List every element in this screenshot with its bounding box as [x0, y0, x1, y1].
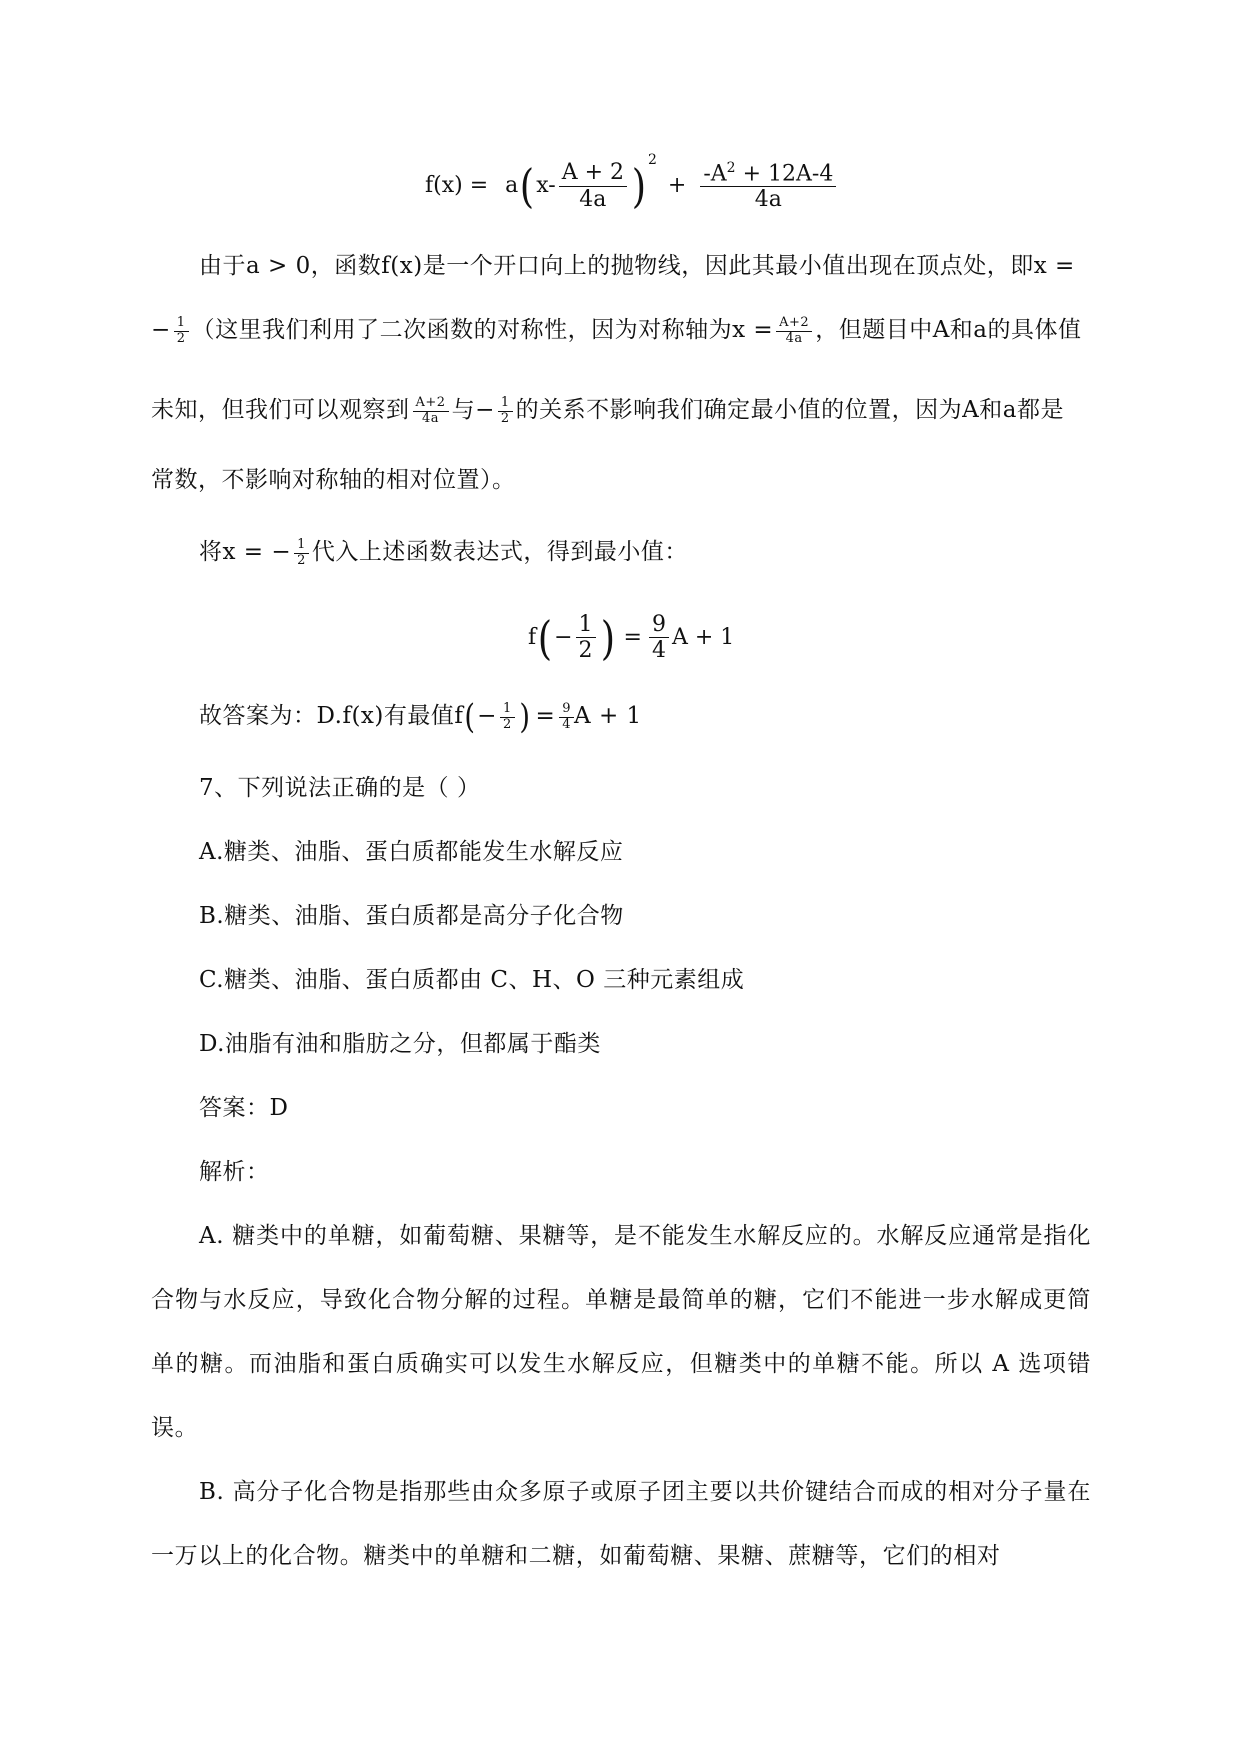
num-part: -A [703, 160, 727, 186]
fraction-a-plus-2 [559, 160, 627, 212]
num-part: + 12A-4 [735, 160, 834, 186]
frac-den: 4 [649, 637, 669, 663]
analysis-label: 解析： [199, 1159, 270, 1185]
answer-summary-line [199, 697, 642, 737]
fraction-half [294, 538, 309, 569]
math: x = [1033, 253, 1075, 279]
frac-num: 1 [500, 702, 515, 718]
fraction-constant-term [700, 160, 836, 213]
frac-num: 9 [651, 612, 666, 637]
math: x = [732, 317, 774, 343]
option-a: A.糖类、油脂、蛋白质都能发生水解反应 [199, 839, 624, 865]
text: 由于 [199, 253, 246, 279]
text: 与 [451, 397, 476, 423]
para-line-3 [151, 394, 1064, 426]
question-stem: 7、下列说法正确的是（ ） [199, 775, 481, 801]
num-exp: 2 [726, 159, 736, 176]
fraction-axis-observe [413, 396, 449, 427]
square-exponent: 2 [647, 152, 657, 168]
minus-sign: − [475, 397, 495, 423]
text: 故答案为：D. [199, 703, 343, 729]
frac-den: 4a [579, 186, 607, 212]
frac-den: 4a [785, 330, 803, 346]
text: 是一个开口向上的抛物线，因此其最小值出现在顶点处，即 [422, 253, 1034, 279]
minus-sign: − [151, 317, 171, 343]
frac-den: 4a [754, 187, 782, 213]
frac-den: 2 [500, 410, 510, 426]
frac-den: 4 [562, 716, 572, 732]
para2-line [199, 536, 688, 568]
option-b: B.糖类、油脂、蛋白质都是高分子化合物 [199, 903, 624, 929]
frac-den: 2 [297, 552, 306, 568]
analysis-b: B. 高分子化合物是指那些由众多原子或原子团主要以共价键结合而成的相对分子量在一万以上的化合物。糖类中的单糖和二糖，如葡萄糖、果糖、蔗糖等，它们的相对 [151, 1479, 1091, 1569]
func-name: f [528, 624, 537, 650]
frac-num: A + 2 [559, 160, 627, 186]
para-line-1 [199, 250, 1075, 282]
left-paren: ( [464, 697, 476, 737]
fraction-axis [776, 316, 812, 347]
text: 的关系不影响我们确定最小值的位置，因为A和a都是 [515, 397, 1064, 423]
left-paren: ( [520, 159, 535, 213]
formula-x-minus: x- [536, 173, 556, 198]
plus-sign: + [667, 173, 687, 198]
math: f(x) [342, 703, 384, 729]
frac-den: 2 [176, 330, 186, 346]
option-c: C.糖类、油脂、蛋白质都由 C、H、O 三种元素组成 [199, 967, 745, 993]
frac-den: 2 [578, 638, 593, 664]
frac-num: 1 [294, 538, 309, 554]
fraction-half [498, 396, 513, 427]
right-paren: ) [600, 610, 615, 665]
formula-coef: a [505, 173, 519, 198]
frac-num: 1 [498, 396, 513, 412]
frac-den: 2 [502, 716, 512, 732]
equals-sign: = [623, 624, 642, 650]
left-paren: ( [537, 610, 553, 665]
right-paren: ) [519, 697, 531, 737]
minimum-value-formula [528, 612, 734, 664]
text: 未知，但我们可以观察到 [151, 397, 410, 423]
frac-num: A+2 [776, 316, 812, 332]
fraction-nine-fourths [559, 702, 574, 733]
frac-num: 1 [576, 612, 596, 638]
vertex-form-formula [425, 152, 839, 212]
answer-line: 答案：D [199, 1095, 289, 1121]
math: x = − [222, 539, 292, 565]
fraction-half [500, 702, 515, 733]
para-line-2 [151, 314, 1082, 346]
frac-num: A+2 [413, 396, 449, 412]
right-paren: ) [631, 159, 647, 213]
equals-sign: = [535, 703, 556, 729]
text: ，但题目中A和a的具体值 [815, 317, 1082, 343]
analysis-a: A. 糖类中的单糖，如葡萄糖、果糖等，是不能发生水解反应的。水解反应通常是指化合物与水反应，导致化合物分解的过程。单糖是最简单的糖，它们不能进一步水解成更简单的糖。而油脂和蛋白质确实可以发生水解反应，但糖类中的单糖不能。所以 A 选项错误。 [151, 1223, 1091, 1441]
frac-num: 9 [559, 702, 574, 718]
fraction-nine-fourths [649, 612, 669, 664]
option-d: D.油脂有油和脂肪之分，但都属于酯类 [199, 1031, 601, 1057]
minus-sign: − [477, 703, 497, 729]
para-line-4 [151, 464, 516, 496]
math: f(x) [381, 253, 423, 279]
frac-den: 4a [422, 410, 440, 426]
minus-sign: − [554, 624, 573, 650]
formula-lhs: f(x) = [425, 173, 489, 198]
text: ，函数 [310, 253, 382, 279]
text: 有最值 [383, 703, 455, 729]
text: 代入上述函数表达式，得到最小值： [311, 539, 688, 565]
text: （这里我们利用了二次函数的对称性，因为对称轴为 [191, 317, 733, 343]
text: 常数，不影响对称轴的相对位置）。 [151, 467, 516, 493]
fraction-half [576, 612, 596, 664]
fraction-half [174, 316, 189, 347]
frac-num: 1 [174, 316, 189, 332]
text: 将 [199, 539, 223, 565]
math-rest: A + 1 [671, 624, 735, 650]
math-rest: A + 1 [574, 703, 642, 729]
math: a > 0 [246, 253, 311, 279]
math: f [454, 703, 464, 729]
frac-num [700, 160, 836, 188]
